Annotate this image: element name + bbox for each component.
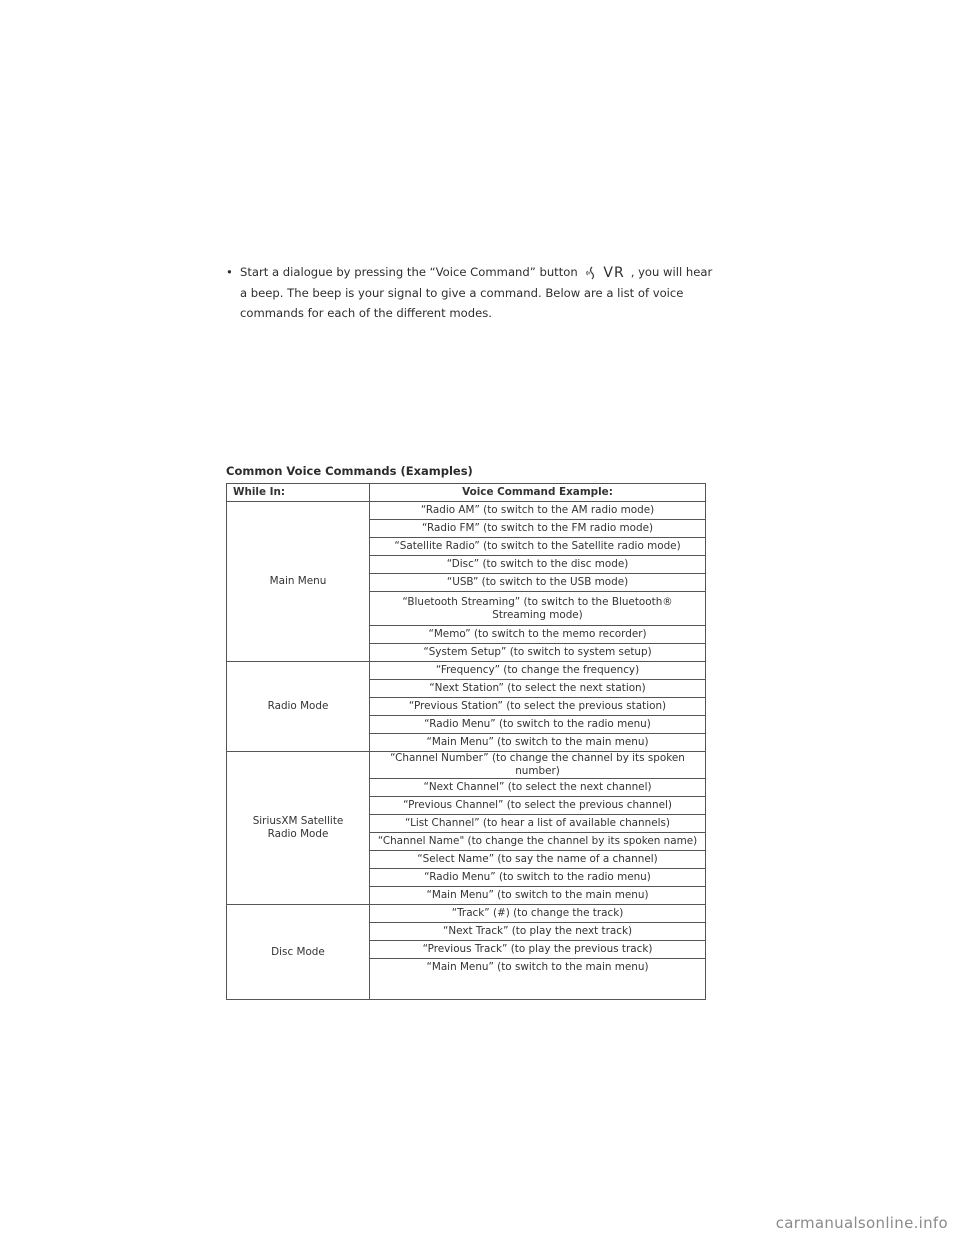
command-cell: “Radio Menu” (to switch to the radio menu) xyxy=(370,716,706,734)
table-row xyxy=(227,502,706,520)
command-cell: “Previous Channel” (to select the previous channel) xyxy=(370,797,706,815)
command-cell: “Radio FM” (to switch to the FM radio mode) xyxy=(370,520,706,538)
mode-cell xyxy=(227,905,370,1000)
intro-text-before: Start a dialogue by pressing the “Voice Command” button xyxy=(240,265,578,279)
voice-commands-table xyxy=(226,483,706,1000)
command-cell: “Channel Number” (to change the channel by its spoken number) xyxy=(370,752,706,779)
bullet-mark: • xyxy=(226,265,233,279)
command-cell: “Radio AM” (to switch to the AM radio mode) xyxy=(370,502,706,520)
mode-label: Radio Mode xyxy=(267,700,329,712)
command-cell: “Disc” (to switch to the disc mode) xyxy=(370,556,706,574)
table-row xyxy=(227,752,706,779)
command-cell: “Next Channel” (to select the next channel) xyxy=(370,779,706,797)
table-row xyxy=(227,905,706,923)
command-cell: “Radio Menu” (to switch to the radio menu) xyxy=(370,869,706,887)
mode-label: Disc Mode xyxy=(271,945,325,958)
command-cell: “Main Menu” (to switch to the main menu) xyxy=(370,959,706,1000)
command-cell: “Previous Track” (to play the previous track) xyxy=(370,941,706,959)
command-cell: “Frequency” (to change the frequency) xyxy=(370,662,706,680)
command-cell: “Next Track” (to play the next track) xyxy=(370,923,706,941)
command-cell: “Next Station” (to select the next station) xyxy=(370,680,706,698)
table-header-row xyxy=(227,484,706,502)
command-cell: “Main Menu” (to switch to the main menu) xyxy=(370,887,706,905)
intro-text-after: , you will hear a beep. The beep is your signal to give a command. Below are a list of voice commands for each of the different modes. xyxy=(240,265,713,320)
table-title: Common Voice Commands (Examples) xyxy=(226,464,473,478)
mode-cell xyxy=(227,502,370,662)
command-cell: “System Setup” (to switch to system setup) xyxy=(370,644,706,662)
command-cell: “Bluetooth Streaming” (to switch to the Bluetooth® Streaming mode) xyxy=(370,592,706,626)
header-command-example: Voice Command Example: xyxy=(370,484,706,502)
header-while-in: While In: xyxy=(227,484,370,502)
vr-button-label: VR xyxy=(603,264,625,281)
command-cell: “Satellite Radio” (to switch to the Satellite radio mode) xyxy=(370,538,706,556)
watermark: carmanualsonline.info xyxy=(775,1214,948,1232)
command-cell: “USB” (to switch to the USB mode) xyxy=(370,574,706,592)
table-row xyxy=(227,662,706,680)
command-cell: “Memo” (to switch to the memo recorder) xyxy=(370,626,706,644)
mode-label: SiriusXM Satellite Radio Mode xyxy=(252,815,344,840)
intro-paragraph xyxy=(226,262,714,323)
command-cell: “Main Menu” (to switch to the main menu) xyxy=(370,734,706,752)
mode-cell xyxy=(227,752,370,905)
command-cell: “Select Name” (to say the name of a channel) xyxy=(370,851,706,869)
command-cell: “Track” (#) (to change the track) xyxy=(370,905,706,923)
mode-cell xyxy=(227,662,370,752)
command-cell: “Previous Station” (to select the previous station) xyxy=(370,698,706,716)
command-cell: “Channel Name" (to change the channel by its spoken name) xyxy=(370,833,706,851)
voice-command-icon xyxy=(583,263,599,283)
command-cell: “List Channel” (to hear a list of available channels) xyxy=(370,815,706,833)
mode-label: Main Menu xyxy=(269,575,327,587)
